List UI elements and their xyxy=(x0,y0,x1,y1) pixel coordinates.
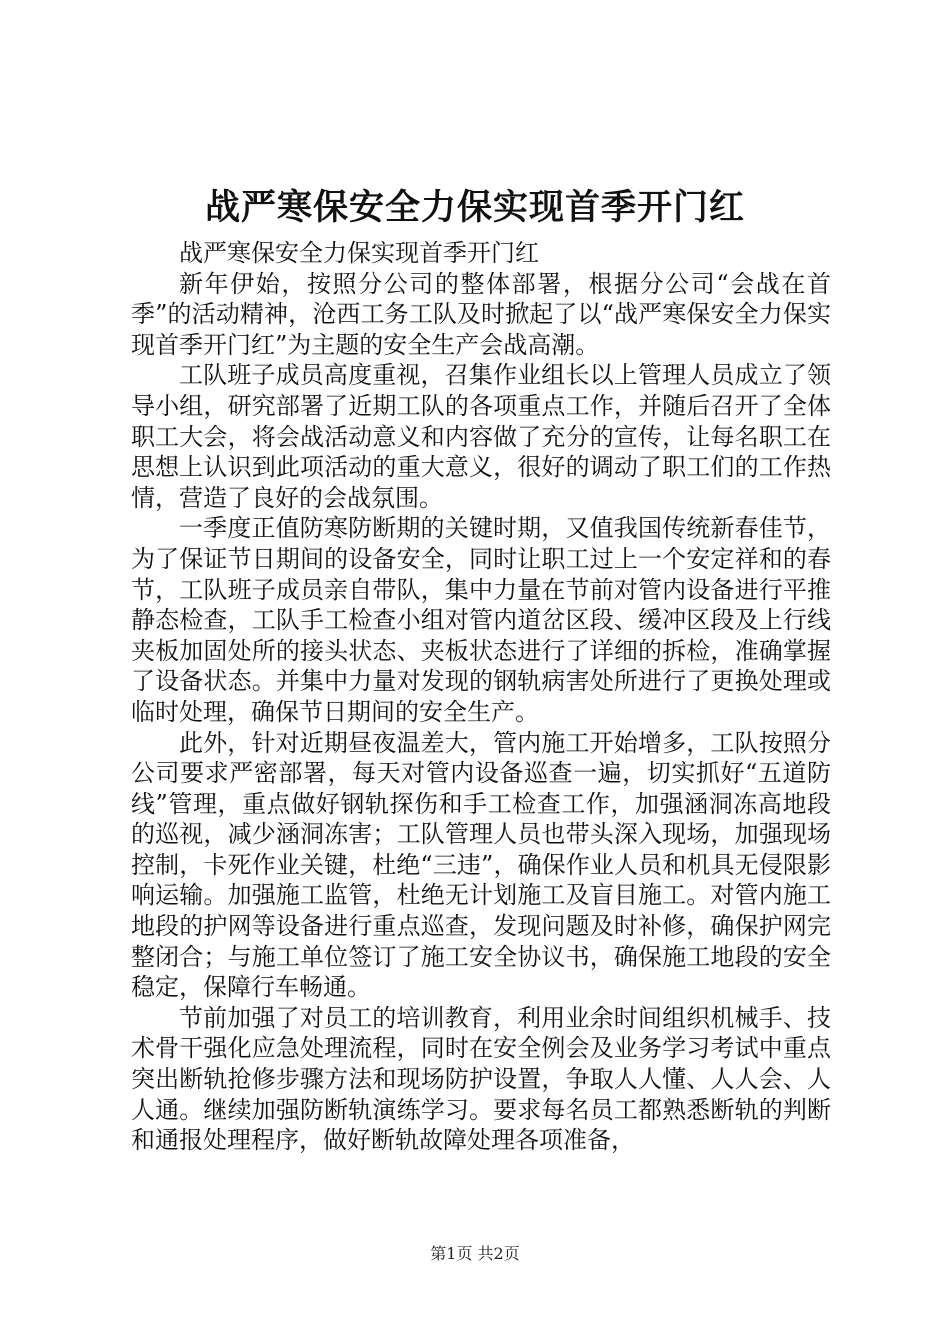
page-number-footer: 第1页 共2页 xyxy=(430,1244,520,1263)
paragraph: 此外，针对近期昼夜温差大，管内施工开始增多，工队按照分公司要求严密部署，每天对管内设备巡查一遍，切实抓好“五道防线”管理，重点做好钢轨探伤和手工检查工作，加强涵洞冻高地段的巡视，减少涵洞冻害；工队管理人员也带头深入现场，加强现场控制，卡死作业关键，杜绝“三违”，确保作业人员和机具无侵限影响运输。加强施工监管，杜绝无计划施工及盲目施工。对管内施工地段的护网等设备进行重点巡查，发现问题及时补修，确保护网完整闭合；与施工单位签订了施工安全协议书，确保施工地段的安全稳定，保障行车畅通。 xyxy=(131,728,831,1002)
paragraph: 新年伊始，按照分公司的整体部署，根据分公司“会战在首季”的活动精神，沧西工务工队及时掀起了以“战严寒保安全力保实现首季开门红”为主题的安全生产会战高潮。 xyxy=(131,269,831,359)
page-title: 战严寒保安全力保实现首季开门红 xyxy=(204,187,745,228)
paragraph: 工队班子成员高度重视，召集作业组长以上管理人员成立了领导小组，研究部署了近期工队的各项重点工作，并随后召开了全体职工大会，将会战活动意义和内容做了充分的宣传，让每名职工在思想上认识到此项活动的重大意义，很好的调动了职工们的工作热情，营造了良好的会战氛围。 xyxy=(131,361,831,512)
paragraph-subtitle: 战严寒保安全力保实现首季开门红 xyxy=(179,239,539,267)
paragraph: 节前加强了对员工的培训教育，利用业余时间组织机械手、技术骨干强化应急处理流程，同时在安全例会及业务学习考试中重点突出断轨抢修步骤方法和现场防护设置，争取人人懂、人人会、人人通。继续加强防断轨演练学习。要求每名员工都熟悉断轨的判断和通报处理程序，做好断轨故障处理各项准备， xyxy=(131,1003,831,1155)
paragraph: 一季度正值防寒防断期的关键时期，又值我国传统新春佳节，为了保证节日期间的设备安全，同时让职工过上一个安定祥和的春节，工队班子成员亲自带队，集中力量在节前对管内设备进行平推静态检查，工队手工检查小组对管内道岔区段、缓冲区段及上行线夹板加固处所的接头状态、夹板状态进行了详细的拆检，准确掌握了设备状态。并集中力量对发现的钢轨病害处所进行了更换处理或临时处理，确保节日期间的安全生产。 xyxy=(131,514,831,726)
document-body xyxy=(131,238,831,1156)
